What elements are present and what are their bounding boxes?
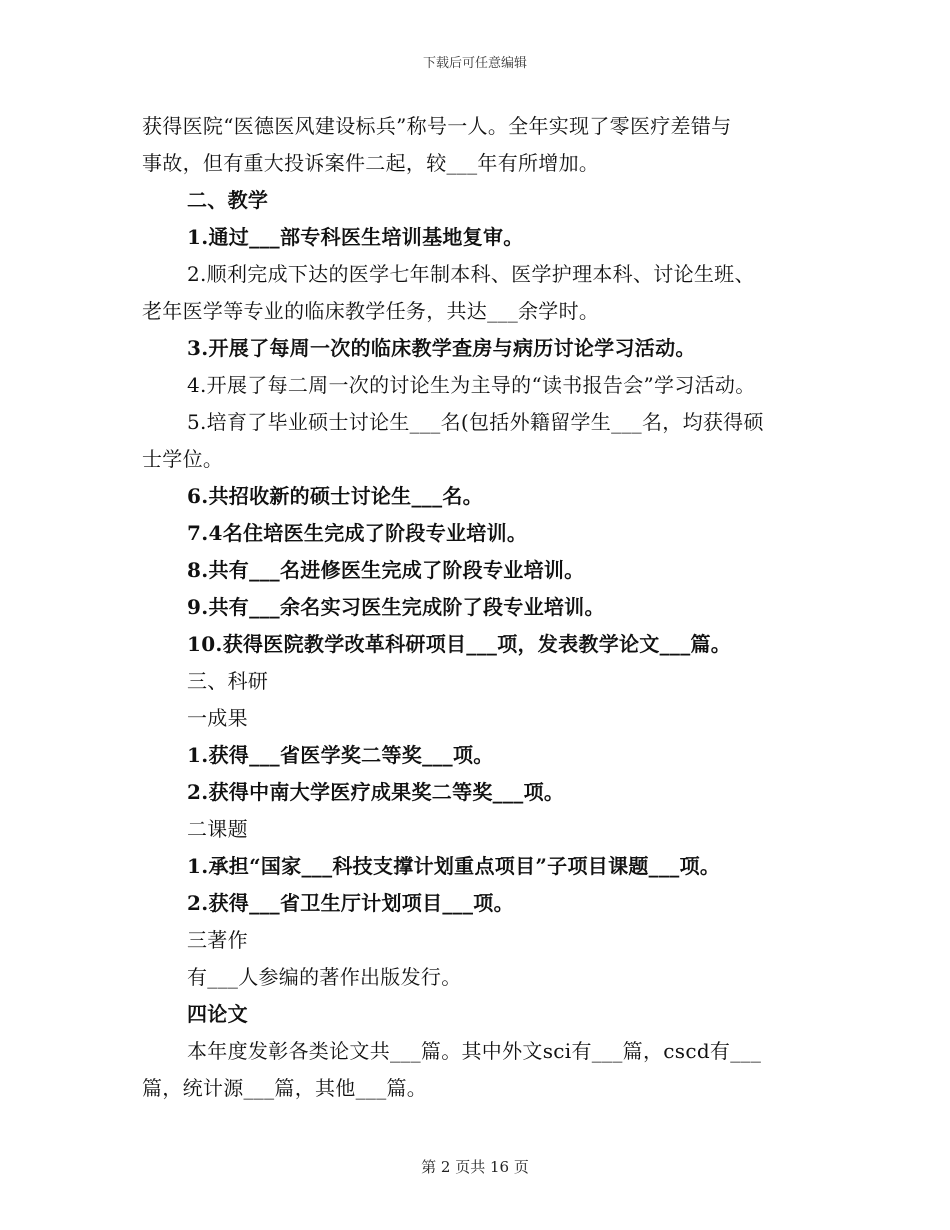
list-item: 2.获得___省卫生厅计划项目___项。	[187, 891, 514, 915]
text-line: 有___人参编的著作出版发行。	[187, 965, 462, 989]
subsection-heading: 一成果	[187, 706, 248, 730]
list-item: 9.共有___余名实习医生完成阶了段专业培训。	[187, 595, 605, 619]
list-item: 1.获得___省医学奖二等奖___项。	[187, 743, 494, 767]
text-line: 篇，统计源___篇，其他___篇。	[142, 1076, 428, 1100]
list-item: 10.获得医院教学改革科研项目___项，发表教学论文___篇。	[187, 632, 732, 656]
list-item: 1.通过___部专科医生培训基地复审。	[187, 225, 524, 249]
text-line: 老年医学等专业的临床教学任务，共达___余学时。	[142, 299, 600, 323]
subsection-heading: 二课题	[187, 817, 248, 841]
text-line: 获得医院“医德医风建设标兵”称号一人。全年实现了零医疗差错与	[142, 114, 732, 138]
section-heading: 三、科研	[187, 669, 269, 693]
list-item: 5.培育了毕业硕士讨论生___名(包括外籍留学生___名，均获得硕	[187, 410, 764, 434]
list-item: 3.开展了每周一次的临床教学查房与病历讨论学习活动。	[187, 336, 696, 360]
document-body	[142, 108, 812, 1107]
list-item: 6.共招收新的硕士讨论生___名。	[187, 484, 483, 508]
list-item: 7.4名住培医生完成了阶段专业培训。	[187, 521, 528, 545]
text-line: 本年度发彰各类论文共___篇。其中外文sci有___篇，cscd有___	[187, 1039, 762, 1063]
page-header: 下载后可任意编辑	[422, 56, 527, 71]
section-heading: 二、教学	[187, 188, 269, 212]
list-item: 2.顺利完成下达的医学七年制本科、医学护理本科、讨论生班、	[187, 262, 755, 286]
list-item: 2.获得中南大学医疗成果奖二等奖___项。	[187, 780, 565, 804]
list-item: 1.承担“国家___科技支撑计划重点项目”子项目课题___项。	[187, 854, 721, 878]
subsection-heading: 三著作	[187, 928, 248, 952]
subsection-heading: 四论文	[187, 1002, 248, 1026]
list-item: 4.开展了每二周一次的讨论生为主导的“读书报告会”学习活动。	[187, 373, 756, 397]
list-item: 8.共有___名进修医生完成了阶段专业培训。	[187, 558, 585, 582]
text-line: 士学位。	[142, 447, 224, 471]
text-line: 事故，但有重大投诉案件二起，较___年有所增加。	[142, 151, 600, 175]
page-footer: 第 2 页共 16 页	[421, 1158, 529, 1176]
